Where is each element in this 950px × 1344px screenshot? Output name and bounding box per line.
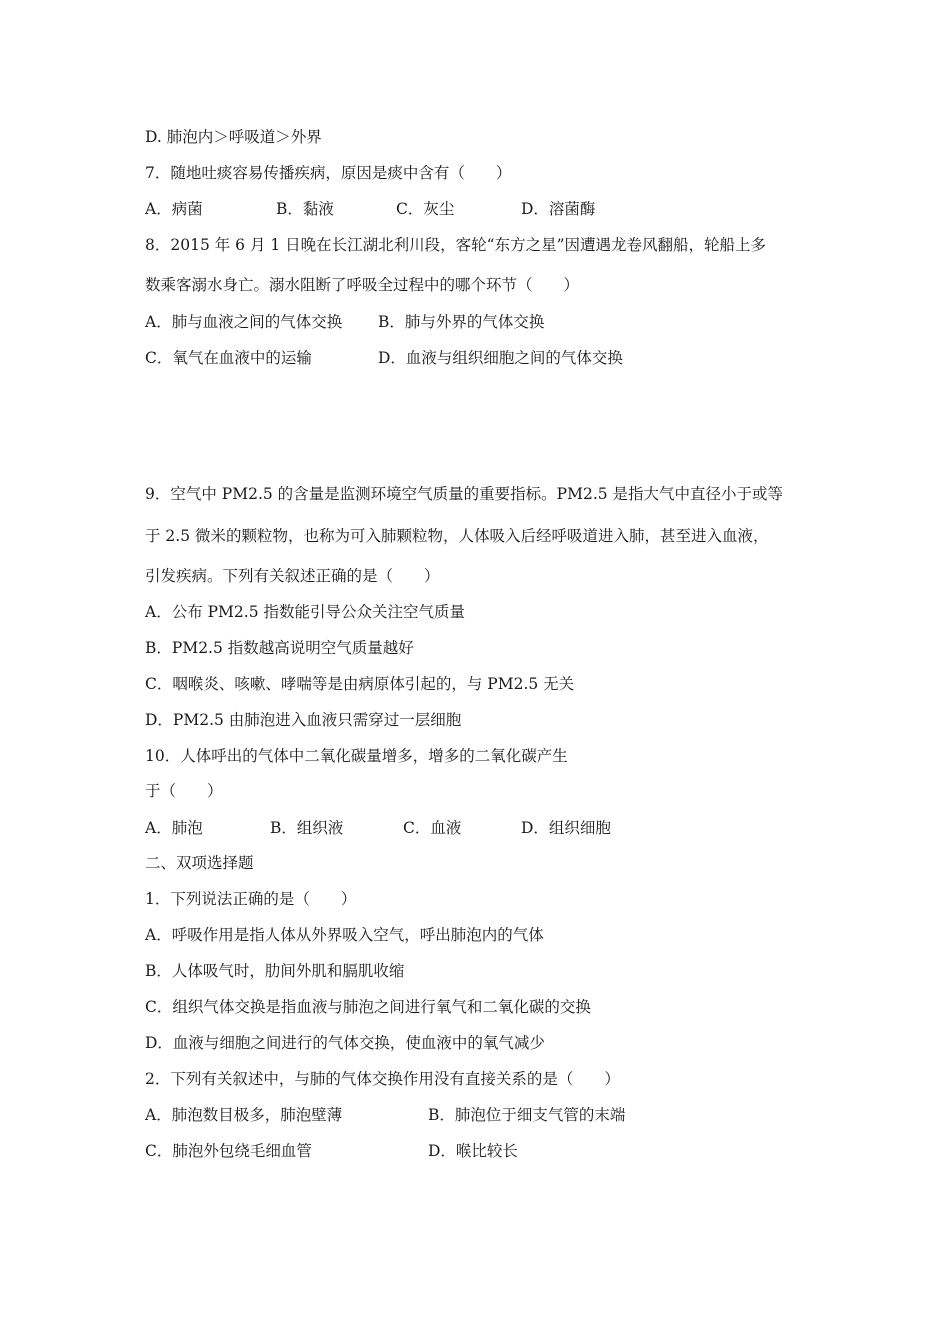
q8-option-d: D．血液与组织细胞之间的气体交换 [378,349,623,367]
dq1-option-c: C．组织气体交换是指血液与肺泡之间进行氧气和二氧化碳的交换 [145,998,591,1016]
q8-option-c: C．氧气在血液中的运输 [145,349,312,367]
q10-option-a: A．肺泡 [145,819,203,837]
q6-option-d: D. 肺泡内＞呼吸道＞外界 [145,128,322,146]
dq1-stem: 1．下列说法正确的是（ ） [145,890,357,908]
dq1-option-d: D．血液与细胞之间进行的气体交换，使血液中的氧气减少 [145,1034,545,1052]
q7-option-a: A．病菌 [145,200,203,218]
q7-option-c: C．灰尘 [396,200,455,218]
q10-option-d: D．组织细胞 [521,819,611,837]
q9-option-a: A．公布 PM2.5 指数能引导公众关注空气质量 [145,603,465,621]
dq1-option-b: B．人体吸气时，肋间外肌和膈肌收缩 [145,962,405,980]
q9-option-d: D．PM2.5 由肺泡进入血液只需穿过一层细胞 [145,711,462,729]
q7-option-d: D．溶菌酶 [521,200,596,218]
q8-option-b: B．肺与外界的气体交换 [378,313,545,331]
q9-stem-line3: 引发疾病。下列有关叙述正确的是（ ） [145,567,440,585]
q8-option-a: A．肺与血液之间的气体交换 [145,313,343,331]
q8-stem-line1: 8．2015 年 6 月 1 日晚在长江湖北利川段，客轮“东方之星”因遭遇龙卷风翻船，轮船上多 [145,236,767,254]
dq2-option-d: D．喉比较长 [428,1142,518,1160]
dq1-option-a: A．呼吸作用是指人体从外界吸入空气，呼出肺泡内的气体 [145,926,544,944]
q9-option-c: C．咽喉炎、咳嗽、哮喘等是由病原体引起的，与 PM2.5 无关 [145,675,575,693]
q9-stem-line1: 9．空气中 PM2.5 的含量是监测环境空气质量的重要指标。PM2.5 是指大气中直径小于或等 [145,485,784,503]
q10-stem-line1: 10．人体呼出的气体中二氧化碳量增多，增多的二氧化碳产生 [145,747,568,765]
dq2-option-c: C．肺泡外包绕毛细血管 [145,1142,312,1160]
q7-stem: 7．随地吐痰容易传播疾病，原因是痰中含有（ ） [145,164,512,182]
q10-option-c: C．血液 [403,819,462,837]
q9-stem-line2: 于 2.5 微米的颗粒物，也称为可入肺颗粒物，人体吸入后经呼吸道进入肺，甚至进入血液， [145,527,769,545]
q10-option-b: B．组织液 [270,819,344,837]
section-heading-double-choice: 二、双项选择题 [145,854,254,872]
q10-stem-line2: 于（ ） [145,782,223,800]
dq2-option-b: B．肺泡位于细支气管的末端 [428,1106,626,1124]
q8-stem-line2: 数乘客溺水身亡。溺水阻断了呼吸全过程中的哪个环节（ ） [145,276,580,294]
q9-option-b: B．PM2.5 指数越高说明空气质量越好 [145,639,414,657]
dq2-option-a: A．肺泡数目极多，肺泡壁薄 [145,1106,343,1124]
q7-option-b: B．黏液 [276,200,334,218]
dq2-stem: 2．下列有关叙述中，与肺的气体交换作用没有直接关系的是（ ） [145,1070,620,1088]
